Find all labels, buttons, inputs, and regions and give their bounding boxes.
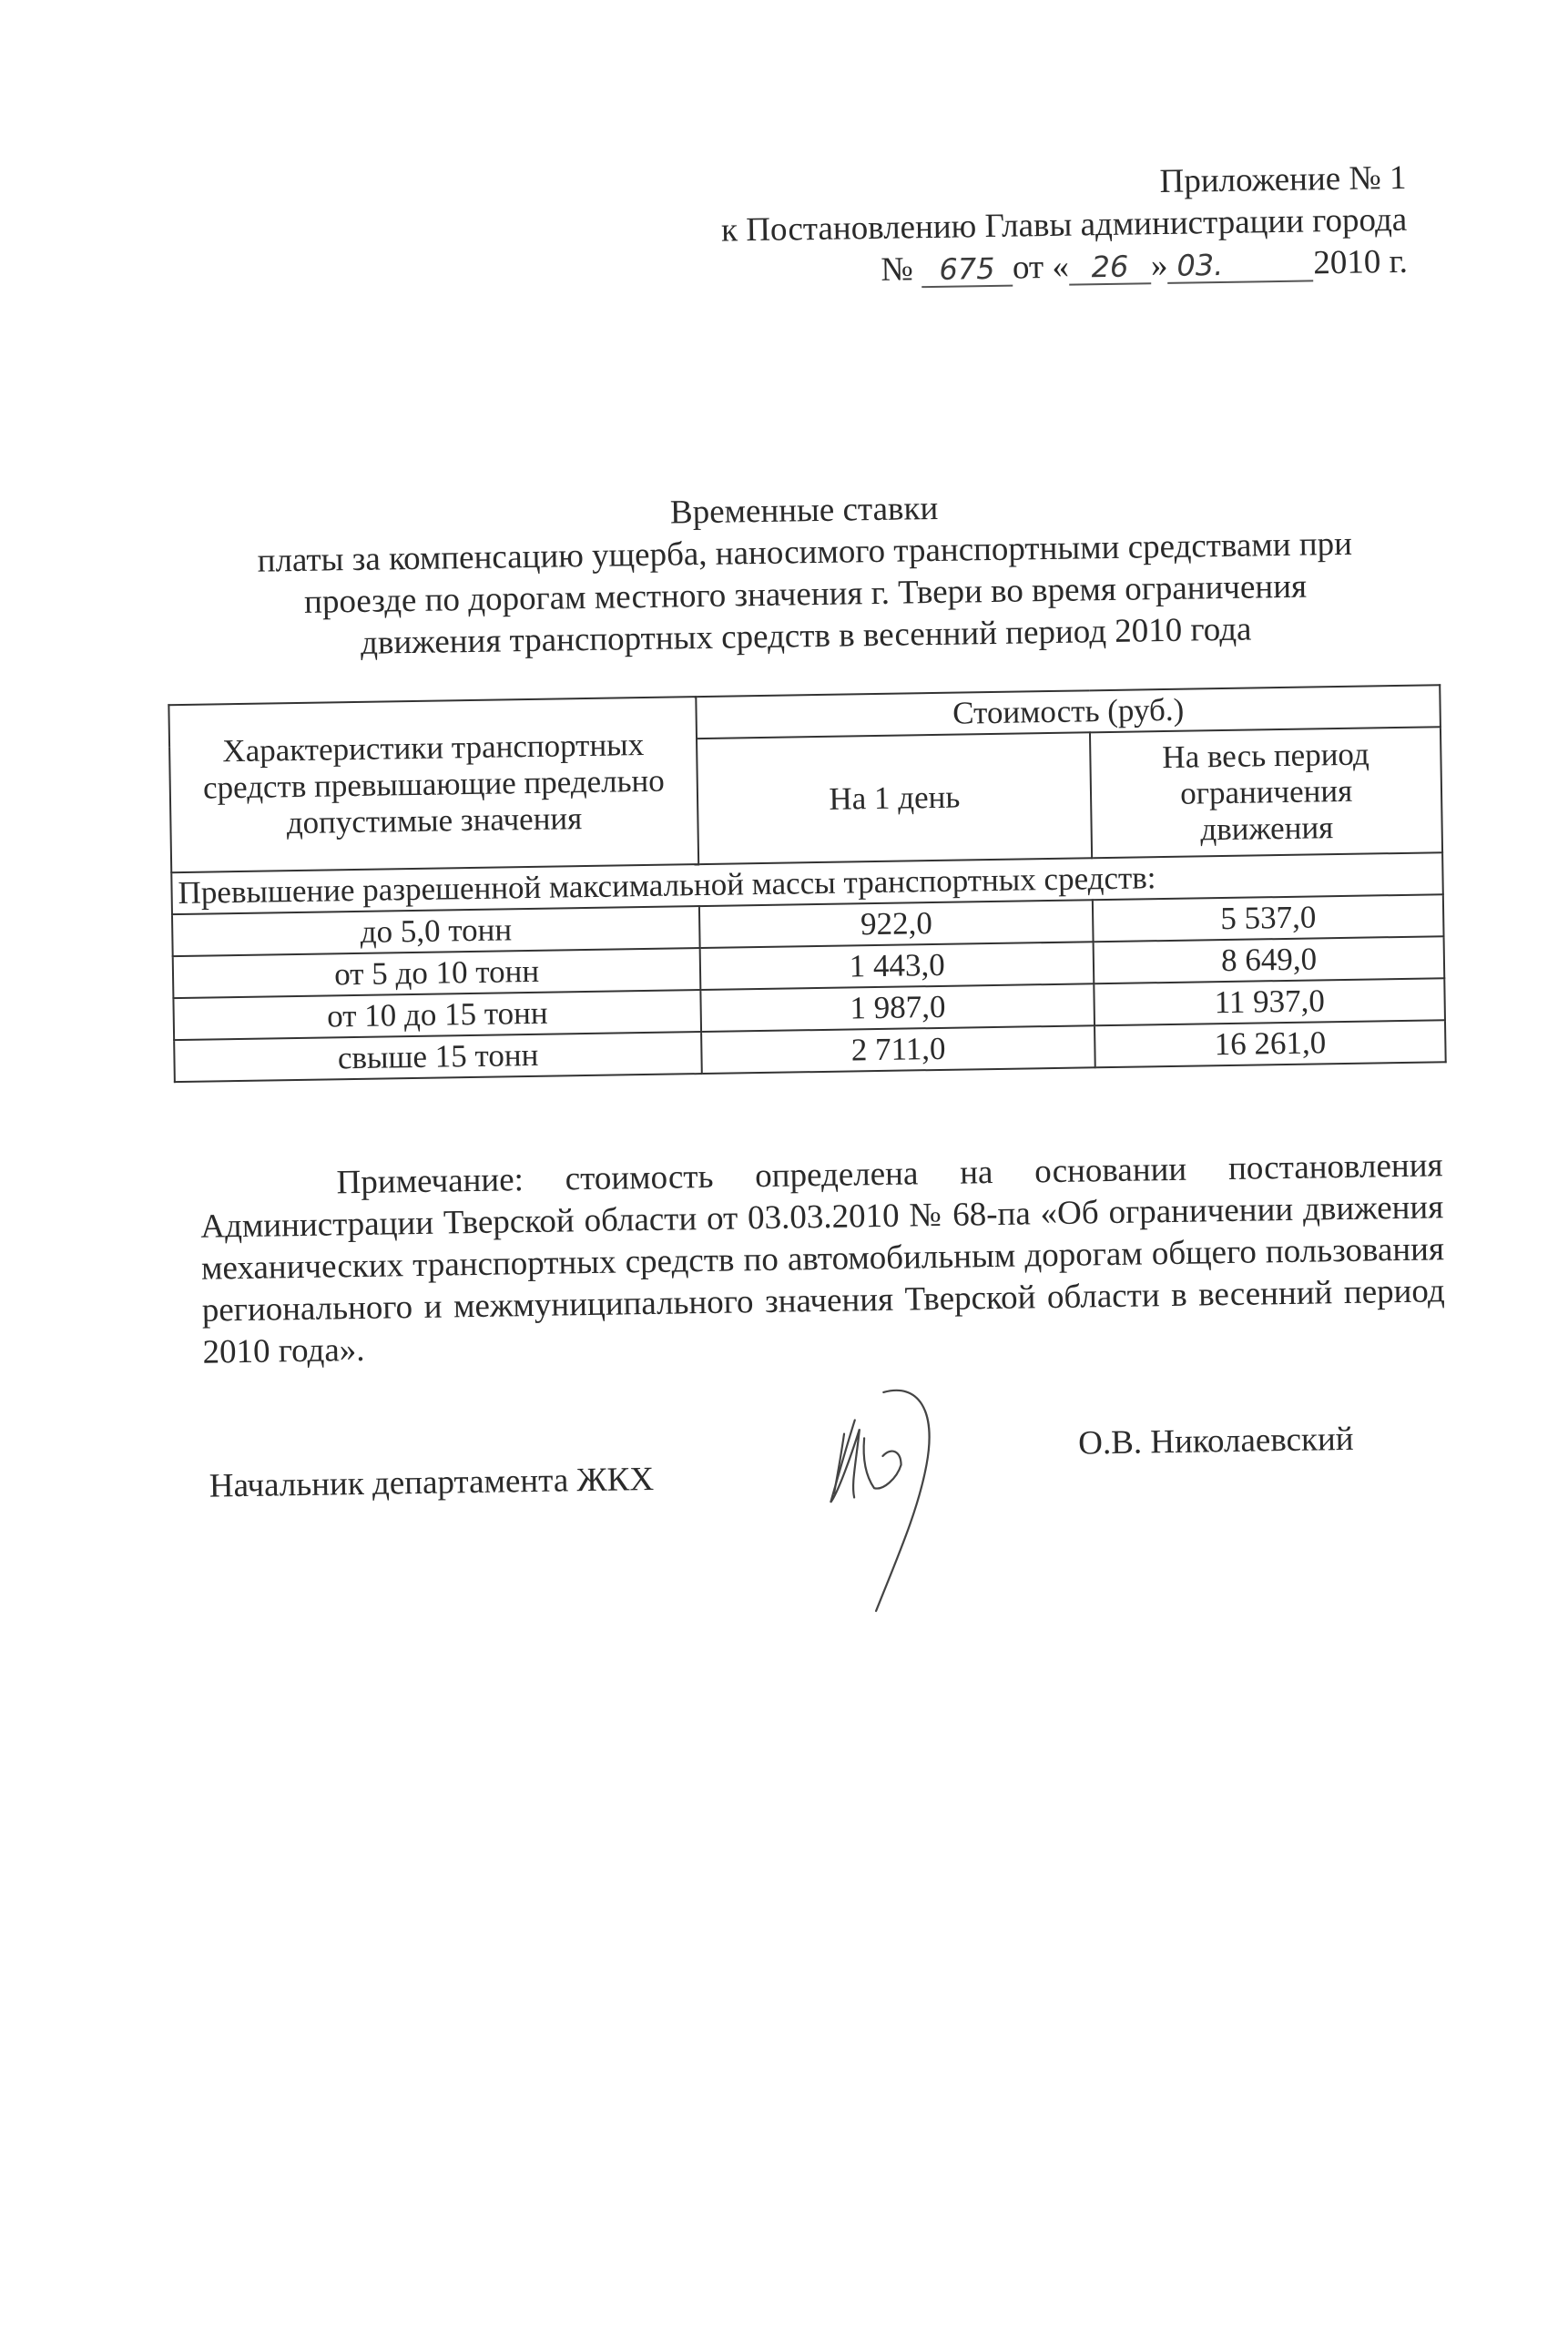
handwritten-number: 675 — [921, 252, 1013, 289]
row-full-period: 11 937,0 — [1095, 978, 1445, 1025]
header-characteristics: Характеристики транспортных средств превышающие предельно допустимые значения — [168, 697, 698, 872]
signatory-position: Начальник департамента ЖКХ — [209, 1460, 655, 1505]
row-full-period: 8 649,0 — [1094, 936, 1444, 983]
doc-subtitle-line-2: проезде по дорогам местного значения г. Твери во время ограничения — [303, 567, 1308, 621]
row-per-day: 1 987,0 — [701, 983, 1095, 1032]
row-label: свыше 15 тонн — [174, 1032, 702, 1082]
row-label: от 10 до 15 тонн — [173, 990, 701, 1040]
row-per-day: 1 443,0 — [700, 942, 1095, 990]
header-cost-group: Стоимость (руб.) — [697, 685, 1441, 739]
resolution-number-line — [881, 241, 1408, 291]
row-label: до 5,0 тонн — [172, 906, 700, 956]
year-label: 2010 г. — [1313, 242, 1409, 282]
row-full-period: 5 537,0 — [1093, 894, 1443, 942]
handwritten-month: 03. — [1167, 247, 1314, 284]
signatory-name: О.В. Николаевский — [1077, 1420, 1354, 1462]
note-paragraph: Примечание: стоимость определена на основании постановления Администрации Тверской области от 03.03.2010 № 68-па «Об ограничении движения механических транспортных средств по автомобильным дорогам общего пользования регионального и межмуниципального значения Тверской области в весенний период 2010 года». — [200, 1146, 1445, 1371]
handwritten-day: 26 — [1069, 250, 1152, 285]
doc-title: Временные ставки — [669, 489, 939, 532]
rates-table — [168, 684, 1446, 1083]
row-full-period: 16 261,0 — [1095, 1020, 1445, 1067]
handwritten-signature-icon — [809, 1381, 994, 1625]
row-per-day: 922,0 — [699, 900, 1094, 948]
appendix-label: Приложение № 1 — [1159, 158, 1407, 201]
date-from-label: от « — [1012, 248, 1070, 287]
doc-subtitle-line-1: платы за компенсацию ущерба, наносимого транспортными средствами при — [257, 525, 1353, 580]
section-label: Превышение разрешенной максимальной массы транспортных средств: — [171, 852, 1443, 914]
resolution-reference: к Постановлению Главы администрации города — [720, 200, 1408, 250]
date-mid-quote: » — [1150, 246, 1168, 285]
number-sign: № — [881, 250, 914, 289]
row-label: от 5 до 10 тонн — [173, 948, 701, 998]
doc-subtitle-line-3: движения транспортных средств в весенний период 2010 года — [360, 610, 1252, 662]
header-per-day: На 1 день — [697, 732, 1092, 864]
row-per-day: 2 711,0 — [701, 1025, 1095, 1074]
header-full-period: На весь период ограничения движения — [1090, 727, 1442, 858]
